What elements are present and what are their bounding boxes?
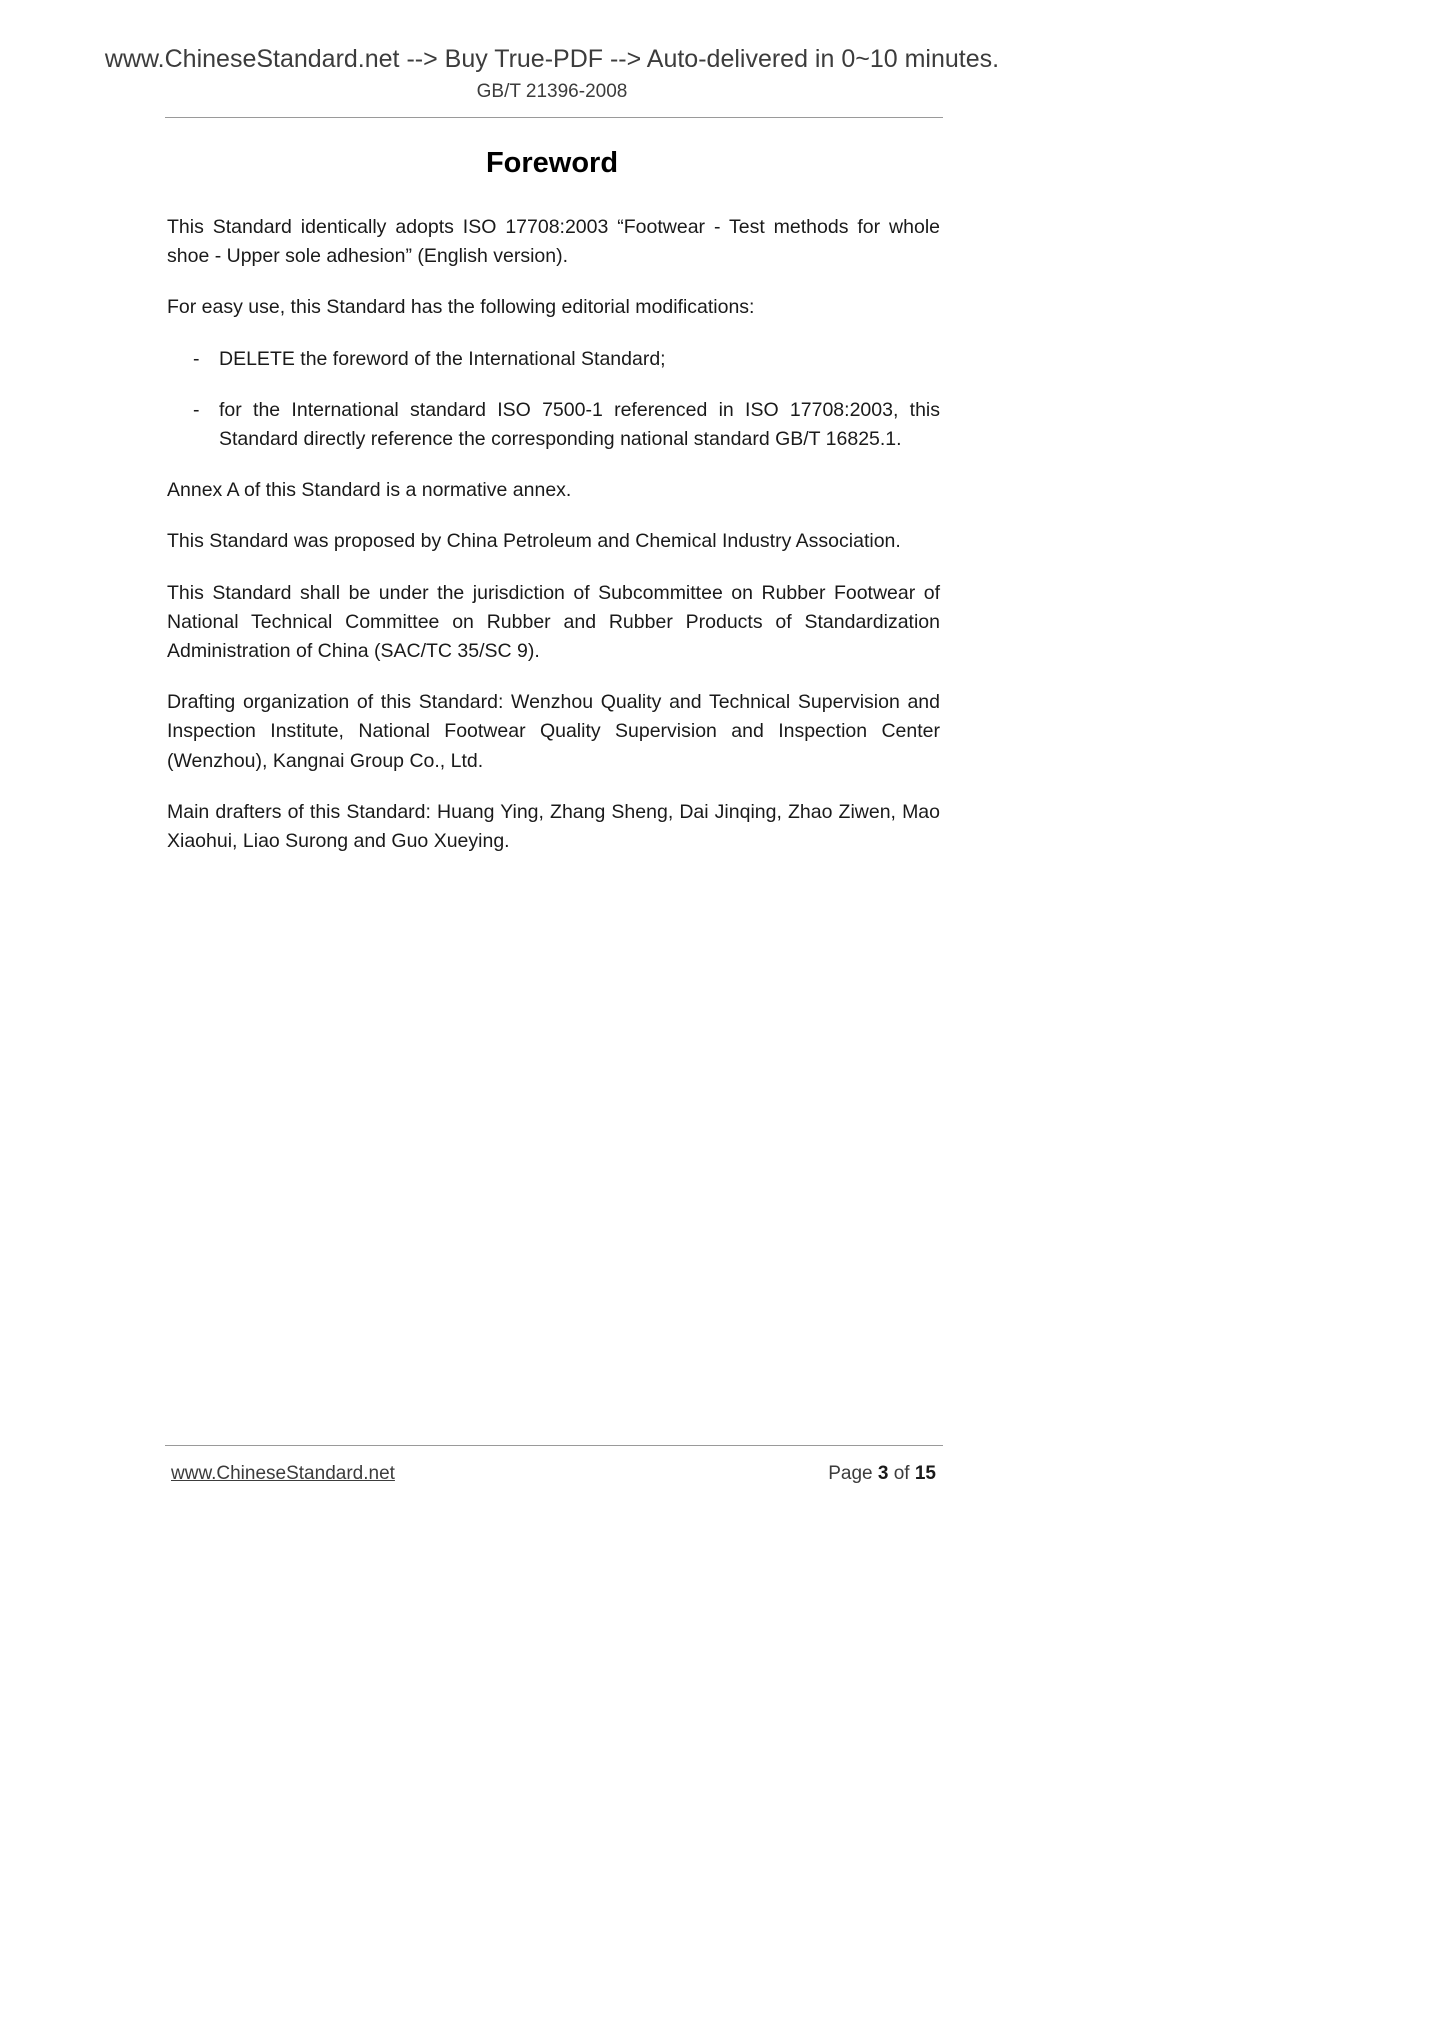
paragraph-annex: Annex A of this Standard is a normative annex. (167, 479, 572, 502)
page-indicator (828, 1461, 936, 1487)
page-label: Page (828, 1463, 873, 1484)
page-current: 3 (877, 1463, 889, 1484)
paragraph-modifications-intro: For easy use, this Standard has the following editorial modifications: (167, 296, 755, 319)
paragraph-proposed-by: This Standard was proposed by China Petroleum and Chemical Industry Association. (167, 530, 901, 553)
page-total: 15 (914, 1463, 936, 1484)
list-item-delete-foreword (167, 345, 940, 374)
list-dash: - (193, 398, 200, 421)
footer-divider (165, 1445, 943, 1446)
header-divider (165, 117, 943, 118)
list-item-text: DELETE the foreword of the International Standard; (219, 347, 666, 370)
document-body (167, 213, 940, 878)
paragraph-drafting-organization: Drafting organization of this Standard: Wenzhou Quality and Technical Supervision and Inspection Institute, National Footwear Quality Supervision and Inspection Center (Wenzhou), Kangnai Group Co., Ltd. (167, 691, 940, 772)
paragraph-main-drafters: Main drafters of this Standard: Huang Ying, Zhang Sheng, Dai Jinqing, Zhao Ziwen, Mao Xiaohui, Liao Surong and Guo Xueying. (167, 800, 940, 853)
header-banner: www.ChineseStandard.net --> Buy True-PDF --> Auto-delivered in 0~10 minutes. (104, 45, 1000, 73)
list-dash: - (193, 347, 200, 370)
paragraph-adoption: This Standard identically adopts ISO 17708:2003 “Footwear - Test methods for whole shoe - Upper sole adhesion” (English version). (167, 216, 940, 268)
list-item-text: for the International standard ISO 7500-1 referenced in ISO 17708:2003, this Standard directly reference the corresponding national standard GB/T 16825.1. (219, 398, 940, 451)
list-item-reference (167, 396, 940, 454)
page-of: of (893, 1463, 910, 1484)
document-number: GB/T 21396-2008 (476, 81, 628, 102)
page-title: Foreword (485, 147, 619, 179)
footer-website-link[interactable]: www.ChineseStandard.net (171, 1463, 395, 1484)
paragraph-jurisdiction: This Standard shall be under the jurisdiction of Subcommittee on Rubber Footwear of National Technical Committee on Rubber and Rubber Products of Standardization Administration of China (SAC/TC 35/SC 9). (167, 581, 940, 663)
